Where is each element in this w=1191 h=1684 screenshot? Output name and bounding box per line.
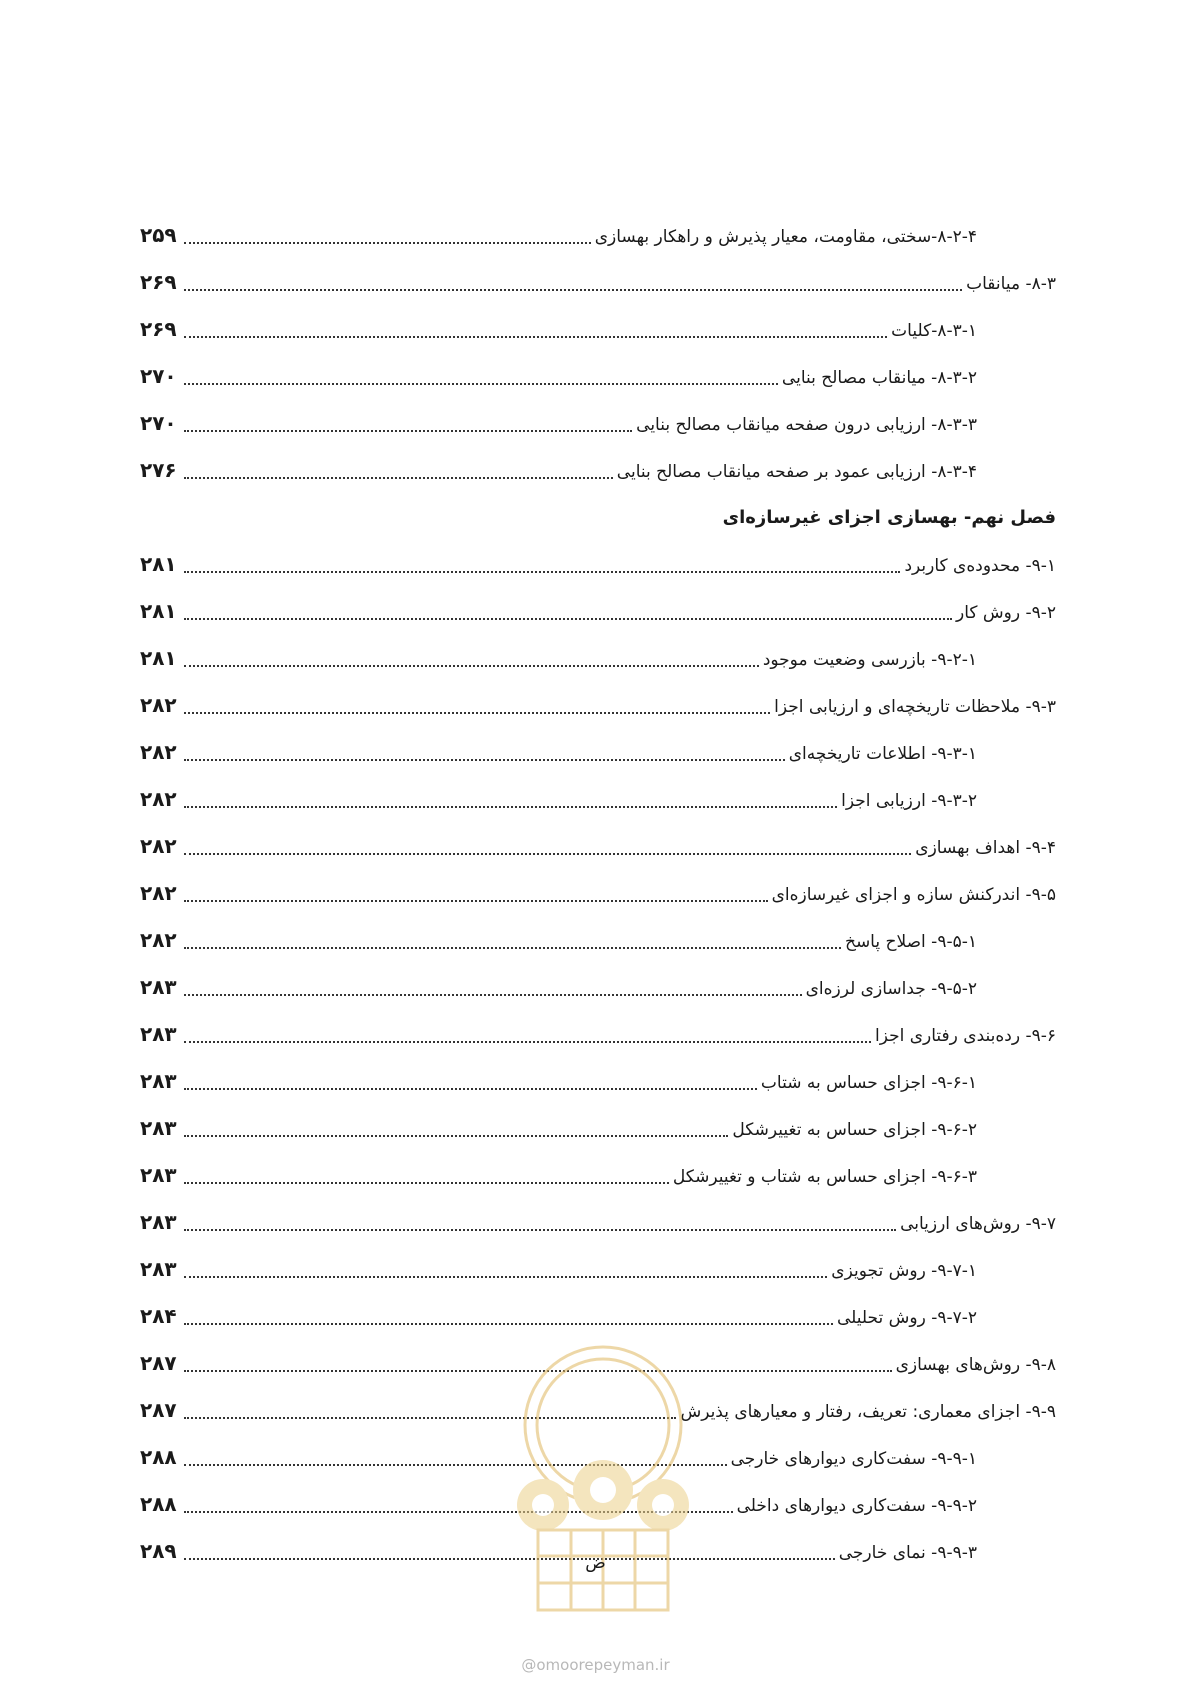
- toc-entry-title: ۹-۹- اجزای معماری: تعریف، رفتار و معیارهای پذیرش: [680, 1402, 1056, 1422]
- toc-entry-page-number: ۲۷۰: [140, 364, 177, 388]
- toc-entry-page-number: ۲۸۲: [140, 740, 177, 764]
- toc-entry-page-number: ۲۸۲: [140, 693, 177, 717]
- dot-leader: [184, 1162, 669, 1184]
- toc-entry-title: ۹-۹-۲- سفت‌کاری دیوارهای داخلی: [736, 1496, 977, 1516]
- toc-entry-page-number: ۲۸۲: [140, 834, 177, 858]
- toc-entry-page-number: ۲۸۳: [140, 1069, 177, 1093]
- toc-entry-page-number: ۲۸۳: [140, 975, 177, 999]
- toc-entry-page-number: ۲۸۴: [140, 1304, 177, 1328]
- dot-leader: [184, 927, 841, 949]
- toc-entry-title: ۸-۳-۴- ارزیابی عمود بر صفحه میانقاب مصالح بنایی: [616, 462, 977, 482]
- toc-entry-page-number: ۲۸۲: [140, 881, 177, 905]
- toc-entry: [140, 1152, 1056, 1199]
- dot-leader: [184, 645, 759, 667]
- toc-entry: [140, 776, 1056, 823]
- watermark-url-text: omoorepeyman.ir: [536, 1656, 670, 1674]
- toc-entry-page-number: ۲۸۱: [140, 599, 177, 623]
- toc-entry-page-number: ۲۸۳: [140, 1116, 177, 1140]
- toc-entry-title: ۹-۳-۱- اطلاعات تاریخچه‌ای: [788, 744, 977, 764]
- toc-entry: [140, 541, 1056, 588]
- toc-entry: [140, 682, 1056, 729]
- dot-leader: [184, 457, 613, 479]
- toc-entry: [140, 259, 1056, 306]
- toc-entry: [140, 1105, 1056, 1152]
- toc-entry-title: ۸-۳-۳- ارزیابی درون صفحه میانقاب مصالح بنایی: [636, 415, 977, 435]
- toc-entry-page-number: ۲۸۷: [140, 1398, 177, 1422]
- toc-entry: [140, 1058, 1056, 1105]
- toc-entry-title: ۹-۶-۱- اجزای حساس به شتاب: [760, 1073, 977, 1093]
- dot-leader: [184, 598, 952, 620]
- dot-leader: [184, 739, 785, 761]
- toc-entry-title: ۹-۱- محدوده‌ی کاربرد: [904, 556, 1056, 576]
- dot-leader: [184, 363, 778, 385]
- dot-leader: [184, 410, 632, 432]
- toc-entry-title: ۹-۶- رده‌بندی رفتاری اجزا: [874, 1026, 1056, 1046]
- publisher-seal-watermark: [483, 1330, 723, 1630]
- toc-entry-title: ۸-۳-۱-کلیات: [891, 321, 977, 341]
- toc-entry-title: ۹-۲-۱- بازرسی وضعیت موجود: [762, 650, 977, 670]
- dot-leader: [184, 1256, 827, 1278]
- toc-entry-page-number: ۲۸۱: [140, 646, 177, 670]
- toc-entry: [140, 1246, 1056, 1293]
- toc-entry-title: ۹-۳-۲- ارزیابی اجزا: [841, 791, 977, 811]
- toc-entry: [140, 823, 1056, 870]
- chapter-heading: فصل نهم- بهسازی اجزای غیرسازه‌ای: [722, 507, 1056, 528]
- toc-entry-page-number: ۲۸۸: [140, 1492, 177, 1516]
- toc-entry-page-number: ۲۷۶: [140, 458, 177, 482]
- dot-leader: [184, 269, 962, 291]
- toc-entry-page-number: ۲۸۳: [140, 1257, 177, 1281]
- dot-leader: [184, 1209, 896, 1231]
- toc-entry-title: ۸-۲-۴-سختی، مقاومت، معیار پذیرش و راهکار بهسازی: [594, 227, 977, 247]
- toc-entry: [140, 447, 1056, 494]
- dot-leader: [184, 316, 887, 338]
- dot-leader: [184, 1021, 871, 1043]
- toc-entry-page-number: ۲۸۹: [140, 1539, 177, 1563]
- toc-entry-title: ۹-۷-۱- روش تجویزی: [831, 1261, 977, 1281]
- toc-entry-page-number: ۲۸۳: [140, 1022, 177, 1046]
- toc-entry-title: ۹-۵-۱- اصلاح پاسخ: [844, 932, 977, 952]
- dot-leader: [184, 786, 837, 808]
- toc-entry-title: ۹-۳- ملاحظات تاریخچه‌ای و ارزیابی اجزا: [774, 697, 1056, 717]
- dot-leader: [184, 833, 911, 855]
- dot-leader: [184, 880, 768, 902]
- toc-entry-page-number: ۲۸۸: [140, 1445, 177, 1469]
- toc-entry-page-number: ۲۸۳: [140, 1163, 177, 1187]
- toc-entry-title: ۹-۷- روش‌های ارزیابی: [900, 1214, 1056, 1234]
- toc-entry-page-number: ۲۷۰: [140, 411, 177, 435]
- toc-entry-page-number: ۲۸۷: [140, 1351, 177, 1375]
- toc-entry: [140, 353, 1056, 400]
- dot-leader: [184, 1303, 833, 1325]
- toc-entry-title: ۹-۵-۲- جداسازی لرزه‌ای: [805, 979, 977, 999]
- toc-entry-title: ۸-۳- میانقاب: [966, 274, 1056, 294]
- toc-entry-title: ۹-۹-۳- نمای خارجی: [838, 1543, 977, 1563]
- toc-entry-title: ۹-۸- روش‌های بهسازی: [895, 1355, 1056, 1375]
- toc-entry-title: ۸-۳-۲- میانقاب مصالح بنایی: [781, 368, 977, 388]
- dot-leader: [184, 974, 802, 996]
- toc-entry-page-number: ۲۸۲: [140, 787, 177, 811]
- dot-leader: [184, 222, 591, 244]
- toc-entry-title: ۹-۴- اهداف بهسازی: [915, 838, 1056, 858]
- toc-entry: [140, 917, 1056, 964]
- toc-entry: [140, 588, 1056, 635]
- toc-entry-page-number: ۲۸۳: [140, 1210, 177, 1234]
- toc-entry-title: ۹-۶-۳- اجزای حساس به شتاب و تغییرشکل: [672, 1167, 977, 1187]
- dot-leader: [184, 1115, 728, 1137]
- toc-entry-page-number: ۲۶۹: [140, 317, 177, 341]
- toc-entry: [140, 1199, 1056, 1246]
- toc-entry-page-number: ۲۵۹: [140, 223, 177, 247]
- toc-entry-title: ۹-۵- اندرکنش سازه و اجزای غیرسازه‌ای: [771, 885, 1056, 905]
- toc-entry: [140, 400, 1056, 447]
- toc-entry: [140, 306, 1056, 353]
- toc-entry: [140, 1011, 1056, 1058]
- toc-entry: [140, 635, 1056, 682]
- toc-entry: [140, 729, 1056, 776]
- dot-leader: [184, 1068, 757, 1090]
- toc-entry-title: ۹-۶-۲- اجزای حساس به تغییرشکل: [732, 1120, 977, 1140]
- watermark-url: [0, 1656, 1191, 1674]
- toc-entry-title: ۹-۲- روش کار: [955, 603, 1056, 623]
- toc-entry-title: ۹-۹-۱- سفت‌کاری دیوارهای خارجی: [730, 1449, 977, 1469]
- dot-leader: [184, 692, 770, 714]
- toc-entry-title: ۹-۷-۲- روش تحلیلی: [836, 1308, 977, 1328]
- toc-section-chapter-8: [140, 212, 1056, 494]
- toc-entry-page-number: ۲۶۹: [140, 270, 177, 294]
- page-number: ض: [585, 1553, 606, 1573]
- toc-entry-page-number: ۲۸۲: [140, 928, 177, 952]
- dot-leader: [184, 551, 900, 573]
- toc-entry-page-number: ۲۸۱: [140, 552, 177, 576]
- toc-entry: [140, 964, 1056, 1011]
- watermark-at-icon: @: [521, 1656, 537, 1674]
- toc-entry: [140, 212, 1056, 259]
- toc-entry: [140, 870, 1056, 917]
